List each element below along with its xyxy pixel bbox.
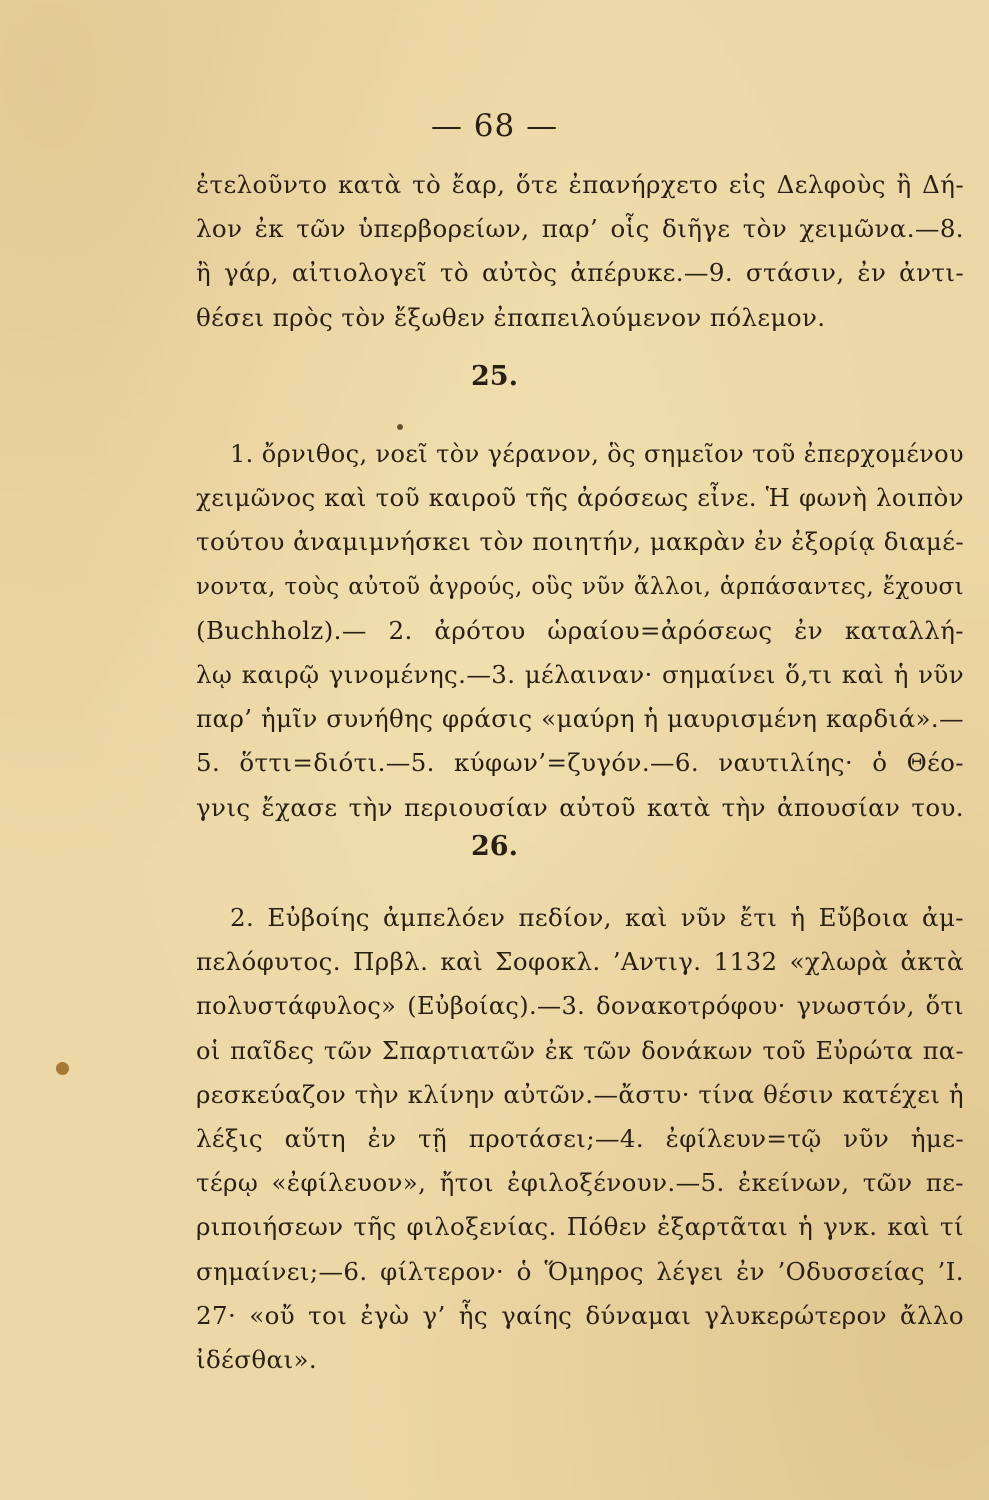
text-line: πολυστάφυλος» (Εὐβοίας).—3. δονακοτρόφου· γνωστόν, ὅτι [196,992,964,1021]
section-heading-25: 25. [471,361,518,392]
section-heading-26: 26. [471,831,518,862]
text-line: (Buchholz).— 2. ἀρότου ὡραίου=ἀρόσεως ἐν καταλλή- [196,615,964,645]
text-line: λον ἐκ τῶν ὑπερβορείων, παρ’ οἷς διῆγε τὸν χειμῶνα.—8. [196,214,964,244]
intro-paragraph [196,163,964,340]
text-line: θέσει πρὸς τὸν ἔξωθεν ἐπαπειλούμενον πόλεμον. [196,302,826,332]
text-line: ἐτελοῦντο κατὰ τὸ ἔαρ, ὅτε ἐπανήρχετο εἰς Δελφοὺς ἢ Δή- [196,170,964,199]
text-line: λῳ καιρῷ γινομένης.—3. μέλαιναν· σημαίνει ὅ,τι καὶ ἡ νῦν [196,659,964,689]
text-line: χειμῶνος καὶ τοῦ καιροῦ τῆς ἀρόσεως εἶνε. Ἡ φωνὴ λοιπὸν [196,483,964,513]
text-line: ἰδέσθαι». [196,1344,318,1374]
text-line: γνις ἔχασε τὴν περιουσίαν αὐτοῦ κατὰ τὴν ἀπουσίαν του. [196,792,964,822]
section-25-text [196,432,964,830]
text-line: 27· «οὔ τοι ἐγὼ γ’ ἧς γαίης δύναμαι γλυκερώτερον ἄλλο [196,1300,964,1330]
text-line: 2. Εὐβοίης ἀμπελόεν πεδίον, καὶ νῦν ἔτι ἡ Εὔβοια ἀμ- [230,903,964,932]
paper-stain-spot [56,1062,69,1075]
paper-stain-spot [397,424,403,430]
text-line: τούτου ἀναμιμνήσκει τὸν ποιητήν, μακρὰν ἐν ἐξορίᾳ διαμέ- [196,527,964,557]
text-line: παρ’ ἡμῖν συνήθης φράσις «μαύρη ἡ μαυρισμένη καρδιά».— [196,704,964,734]
text-line: ἢ γάρ, αἰτιολογεῖ τὸ αὐτὸς ἀπέρυκε.—9. στάσιν, ἐν ἀντι- [196,258,964,288]
text-line: τέρῳ «ἐφίλευον», ἤτοι ἐφιλοξένουν.—5. ἐκείνων, τῶν πε- [196,1168,964,1198]
text-line: λέξις αὕτη ἐν τῇ προτάσει;—4. ἐφίλευν=τῷ νῦν ἡμε- [196,1123,964,1153]
section-26-text [196,896,964,1382]
text-line: νοντα, τοὺς αὐτοῦ ἀγρούς, οὓς νῦν ἄλλοι, ἁρπάσαντες, ἔχουσι [196,573,964,600]
text-line: ριποιήσεων τῆς φιλοξενίας. Πόθεν ἐξαρτᾶται ἡ γνκ. καὶ τί [196,1212,964,1242]
text-line: 1. ὄρνιθος, νοεῖ τὸν γέρανον, ὃς σημεῖον τοῦ ἐπερχομένου [230,440,964,468]
text-line: ρεσκεύαζον τὴν κλίνην αὐτῶν.—ἄστυ· τίνα θέσιν κατέχει ἡ [196,1079,964,1109]
text-line: πελόφυτος. Πρβλ. καὶ Σοφοκλ. ’Αντιγ. 1132 «χλωρὰ ἀκτὰ [196,947,964,977]
text-line: 5. ὅττι=διότι.—5. κύφων’=ζυγόν.—6. ναυτιλίης· ὁ Θέο- [196,748,964,778]
text-line: σημαίνει;—6. φίλτερον· ὁ Ὅμηρος λέγει ἐν ’Οδυσσείας ’Ι. [196,1256,964,1286]
page-number: — 68 — [430,108,559,144]
text-line: οἱ παῖδες τῶν Σπαρτιατῶν ἐκ τῶν δονάκων τοῦ Εὐρώτα πα- [196,1036,964,1065]
